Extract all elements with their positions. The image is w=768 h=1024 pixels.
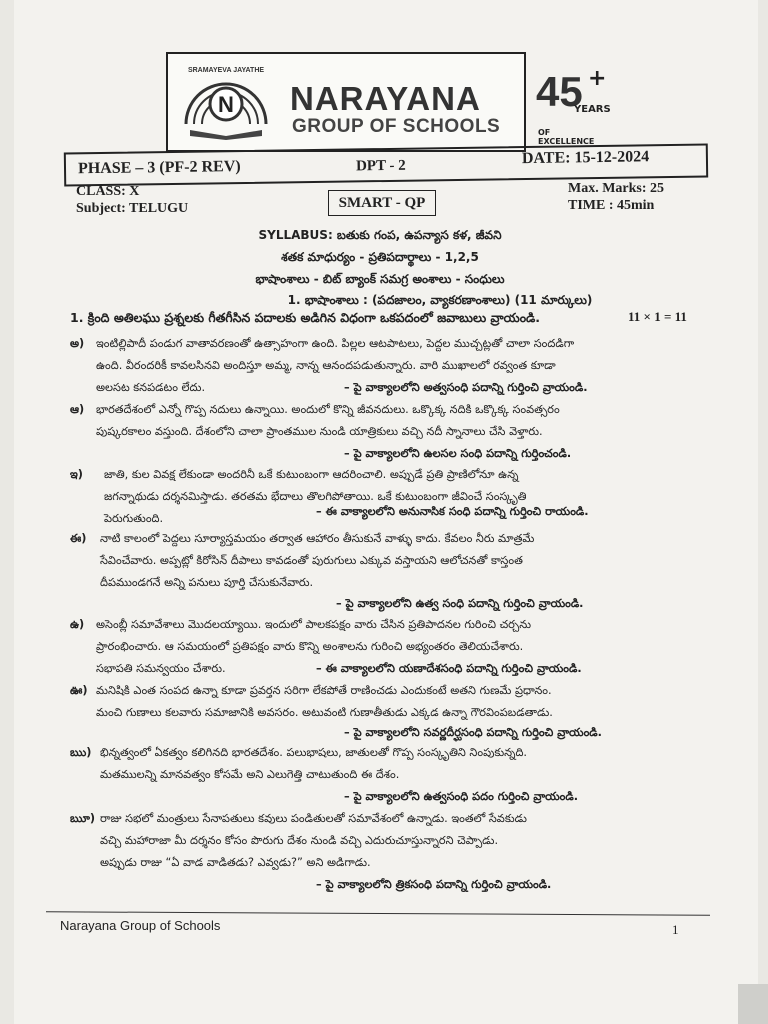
years-caption: OF EXCELLENCE <box>538 128 595 146</box>
item-text-line: పుష్కరకాలం వస్తుంది. దేశంలోని చాలా ప్రాంతముల నుండి యాత్రికులు వచ్చి నదీ స్నానాలు చేసి వెళ్తారు. <box>96 425 543 438</box>
item-text-line: అలసట కనపడటం లేదు. <box>96 381 206 394</box>
item-instruction: – పై వాక్యాలలోని ఉత్వ సంధి పదాన్ని గుర్తించి వ్రాయండి. <box>336 597 584 610</box>
item-text-line: భారతదేశంలో ఎన్నో గొప్ప నదులు ఉన్నాయి. అందులో కొన్ని జీవనదులు. ఒక్కొక్క నదికి ఒక్కొక్క సంవత్సరం <box>96 403 560 416</box>
page-corner-shadow <box>738 984 768 1024</box>
emblem-monogram: N <box>218 92 234 117</box>
item-instruction: – పై వాక్యాలలోని ఉలసల సంధి పదాన్ని గుర్తించండి. <box>344 447 572 460</box>
item-text-line: సభాపతి సమన్వయం చేశారు. <box>96 662 226 675</box>
item-instruction: – పై వాక్యాలలోని సవర్ణదీర్ఘసంధి పదాన్ని గుర్తించి వ్రాయండి. <box>344 726 602 739</box>
item-marker: ఇ) <box>70 468 83 481</box>
item-text-line: నాటి కాలంలో పెద్దలు సూర్యాస్తమయం తర్వాత ఆహారం తీసుకునే వాళ్ళు కాదు. కేవలం నీరు మాత్రమే <box>100 532 535 545</box>
item-text-line: ఉంది. వీరందరికీ కావలసినవి అందిస్తూ అమ్మ, నాన్న ఆనందపడుతున్నారు. వారి ముఖాలలో రవ్వంత కూడా <box>96 359 556 372</box>
years-of-excellence-badge <box>536 66 611 146</box>
item-instruction: – ఈ వాక్యాలలోని అనునాసిక సంధి పదాన్ని గుర్తించి రాయండి. <box>316 505 589 518</box>
school-logo <box>166 52 526 152</box>
class-label: CLASS: X <box>76 184 140 199</box>
years-number: 45 <box>536 68 583 115</box>
syllabus-line: SYLLABUS: బతుకు గంప, ఉపన్యాస కళ, జీవని <box>258 228 502 242</box>
item-text-line: భిన్నత్వంలో ఏకత్వం కలిగినది భారతదేశం. పలుభాషలు, జాతులతో గొప్ప సంస్కృతిని నింపుకున్నది. <box>100 746 528 759</box>
syllabus-satakam: శతక మాధుర్యం - ప్రతిపదార్థాలు - 1,2,5 <box>281 250 479 264</box>
item-text-line: ప్రారంభించారు. ఆ సమయంలో ప్రతిపక్షం వారు కొన్ని అంశాలను గురించి అభ్యంతరం తెలియచేశారు. <box>96 640 524 653</box>
item-marker: ఊ) <box>70 684 88 697</box>
narayana-emblem-icon <box>176 62 276 142</box>
max-marks: Max. Marks: 25 <box>568 181 665 196</box>
item-text-line: మంచి గుణాలు కలవారు సమాజానికి అవసరం. అటువంటి గుణాతీతుడు ఎక్కడ ఉన్నా గౌరవింపబడతాడు. <box>96 706 553 719</box>
phase-label: PHASE – 3 (PF-2 REV) <box>77 158 241 178</box>
item-text-line: అసెంబ్లీ సమావేశాలు మొదలయ్యాయి. ఇందులో పాలకపక్షం వారు చేసిన ప్రతిపాదనల గురించి చర్చను <box>96 618 532 631</box>
syllabus-bhashamsalu: భాషాంశాలు - బిట్ బ్యాంక్ సమగ్ర అంశాలు - సంధులు <box>255 272 505 286</box>
section-heading: 1. భాషాంశాలు : (పదజాలం, వ్యాకరణాంశాలు) (11 మార్కులు) <box>287 293 593 307</box>
question-marks: 11 × 1 = 11 <box>628 309 687 324</box>
marks-time-block <box>568 180 664 214</box>
emblem-motto: SRAMAYEVA JAYATHE <box>187 67 265 74</box>
smart-qp-label: SMART - QP <box>338 195 426 211</box>
question-instruction: 1. క్రింది అతిలఘు ప్రశ్నలకు గీతగీసిన పదాలకు అడిగిన విధంగా ఒకపదంలో జవాబులు వ్రాయండి. <box>70 310 541 325</box>
footer-org: Narayana Group of Schools <box>60 918 221 933</box>
item-text-line: సేవించేవారు. అప్పట్లో కిరోసిన్ దీపాలు కావడంతో పురుగులు ఎక్కువ వస్తాయని ఆలోచనతో కాస్తంత <box>100 554 523 567</box>
item-text-line: వచ్చి మహారాజా మీ దర్శనం కోసం పొరుగు దేశం నుండి వచ్చి ఎదురుచూస్తున్నారని చెప్పాడు. <box>100 834 499 847</box>
class-subject-block <box>76 183 188 217</box>
item-text-line: ఇంటిల్లిపాదీ పండుగ వాతావరణంతో ఉత్సాహంగా ఉంది. పిల్లల ఆటపాటలు, పెద్దల ముచ్చట్లతో చాలా సందడిగా <box>96 337 575 350</box>
item-marker: ౠ) <box>70 812 96 825</box>
item-marker: ఈ) <box>70 532 87 545</box>
item-text-line: మతములన్ని మానవత్వం కోసమే అని ఎలుగెత్తి చాటుతుంది ఈ దేశం. <box>100 768 400 781</box>
item-marker: అ) <box>70 337 85 350</box>
exam-date: DATE: 15-12-2024 <box>521 148 650 168</box>
item-marker: ఆ) <box>70 403 85 416</box>
page-number: 1 <box>672 922 679 937</box>
item-instruction: – ఈ వాక్యాలలోని యణాదేశసంధి పదాన్ని గుర్తించి వ్రాయండి. <box>316 662 582 675</box>
item-marker: ఋ) <box>70 746 92 759</box>
subject-label: Subject: TELUGU <box>76 201 189 216</box>
item-marker: ఉ) <box>70 618 85 631</box>
brand-subtitle: GROUP OF SCHOOLS <box>292 116 501 137</box>
item-instruction: – పై వాక్యాలలోని ఉత్వసంధి పదం గుర్తించి వ్రాయండి. <box>344 790 579 803</box>
item-instruction: – పై వాక్యాలలోని అత్వసంధి పదాన్ని గుర్తించి వ్రాయండి. <box>344 381 588 394</box>
item-text-line: పెరుగుతుంది. <box>104 512 164 525</box>
item-text-line: జాతి, కుల వివక్ష లేకుండా అందరినీ ఒకే కుటుంబంగా ఆదరించాలి. అప్పుడే ప్రతి ప్రాణిలోనూ ఉన్న <box>104 468 519 481</box>
years-word: YEARS <box>574 104 611 115</box>
years-plus: + <box>588 66 607 91</box>
smart-qp-box <box>328 190 436 216</box>
item-text-line: అప్పుడు రాజు “ఏ వాడ వాడితడు? ఎవ్వడు?” అని అడిగాడు. <box>100 856 371 869</box>
item-text-line: రాజు సభలో మంత్రులు సేనాపతులు కవులు పండితులతో సమావేశంలో ఉన్నాడు. ఇంతలో సేవకుడు <box>100 812 527 825</box>
item-text-line: దీపముండగనే అన్ని పనులు పూర్తి చేసుకునేవారు. <box>100 576 314 589</box>
exam-time: TIME : 45min <box>568 198 655 213</box>
brand-name: NARAYANA <box>290 80 481 117</box>
item-text-line: మనిషికి ఎంత సంపద ఉన్నా కూడా ప్రవర్తన సరిగా లేకపోతే రాణించడు ఎందుకంటే అతని గుణమే ప్రధానం. <box>96 684 552 697</box>
dpt-label: DPT - 2 <box>355 157 406 175</box>
item-text-line: జగన్నాథుడు దర్శనమిస్తాడు. తరతమ భేదాలు తొలగిపోతాయి. ఒకే కుటుంబంగా జీవించే సంస్కృతి <box>104 490 527 503</box>
item-instruction: – పై వాక్యాలలోని త్రికసంధి పదాన్ని గుర్తించి వ్రాయండి. <box>316 878 552 891</box>
